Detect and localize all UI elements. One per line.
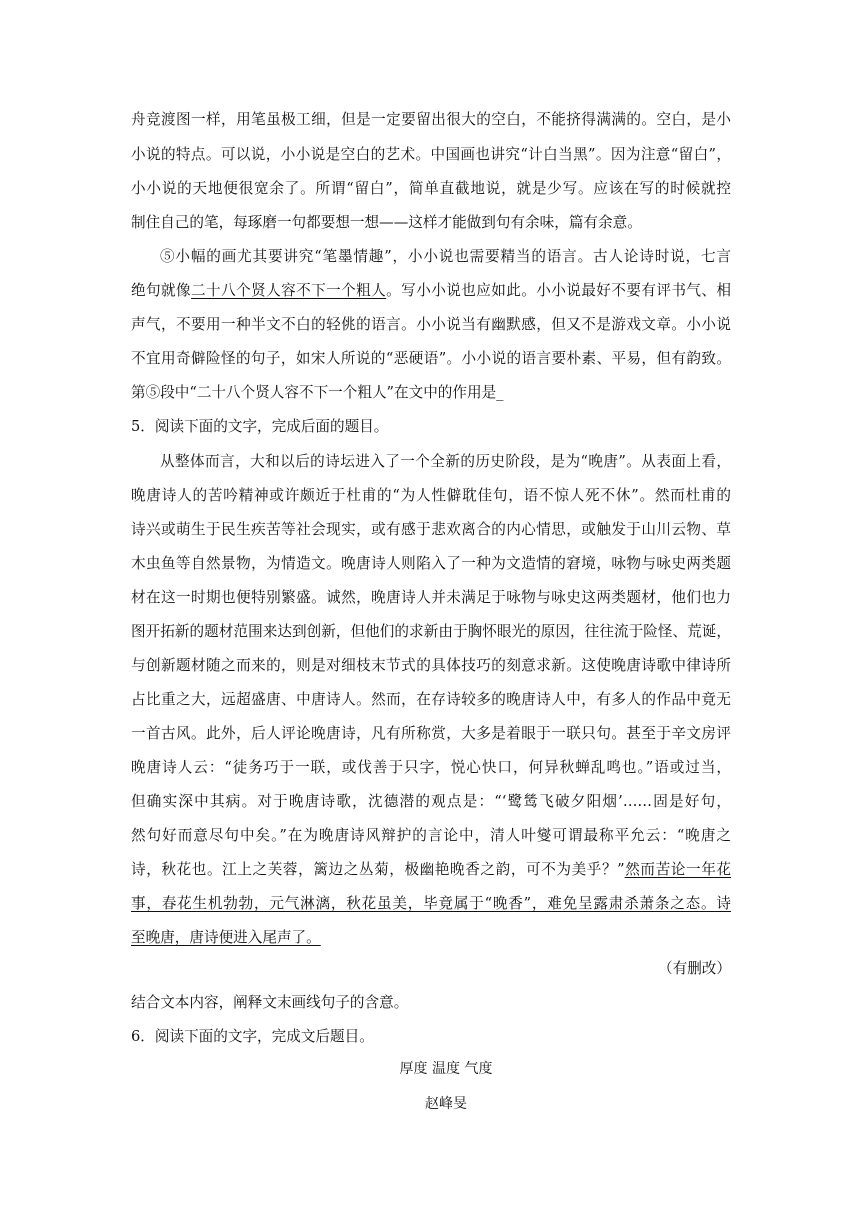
passage-line [131,927,731,949]
passage-line: 小说的特点。可以说，小小说是空白的艺术。中国画也讲究“计白当黑”。因为注意“留白”， [131,146,731,163]
text-span: 诗，秋花也。江上之芙蓉，篱边之丛菊，极幽艳晚香之韵，可不为美乎？” [131,861,625,878]
passage-line: 小小说的天地便很宽余了。所谓“留白”，简单直截地说，就是少写。应该在写的时候就控 [131,180,731,197]
underlined-sentence: 事，春花生机勃勃，元气淋漓，秋花虽美，毕竟属于“晚香”，难免呈露肃杀萧条之态。诗 [131,895,731,912]
text-span: 。写小小说也应如此。小小说最好不要有评书气、相 [386,282,731,299]
question-heading: 5．阅读下面的文字，完成后面的题目。 [131,418,389,435]
underlined-sentence: 至晚唐，唐诗便进入尾声了。 [131,929,321,946]
paragraph-5-line [131,280,731,302]
question-text: 结合文本内容，阐释文末画线句子的含意。 [131,994,409,1011]
underlined-phrase: 二十八个贤人容不下一个粗人 [191,282,387,299]
passage-line: 与创新题材随之而来的，则是对细枝末节式的具体技巧的刻意求新。这使晚唐诗歌中律诗所 [131,657,731,674]
paragraph-5-line: 声气，不要用一种半文不白的轻佻的语言。小小说当有幽默感，但又不是游戏文章。小小说 [131,316,731,333]
passage-line: 一首古风。此外，后人评论晚唐诗，凡有所称赏，大多是着眼于一联只句。甚至于辛文房评 [131,725,731,742]
paragraph-5-line: 不宜用奇僻险怪的句子，如宋人所说的“恶硬语”。小小说的语言要朴素、平易，但有韵致。 [131,350,731,367]
passage-line: 制住自己的笔，每琢磨一句都要想一想——这样才能做到句有余味，篇有余意。 [131,214,642,231]
paragraph-5-line: ⑤小幅的画尤其要讲究“笔墨情趣”，小小说也需要精当的语言。古人论诗时说，七言 [160,248,731,265]
passage-line: 然句好而意尽句中矣。”在为晚唐诗风辩护的言论中，清人叶燮可谓最称平允云：“晚唐之 [131,827,731,844]
passage-line: 但确实深中其病。对于晚唐诗歌，沈德潜的观点是：“‘鹭鸶飞破夕阳烟’……固是好句， [131,793,731,810]
article-author: 赵峰旻 [425,1096,467,1112]
passage-line: 占比重之大，远超盛唐、中唐诗人。然而，在存诗较多的晚唐诗人中，有多人的作品中竟无 [131,691,731,708]
question-heading: 6．阅读下面的文字，完成文后题目。 [131,1028,374,1045]
passage-line: 晚唐诗人的苦吟精神或许颇近于杜甫的“为人性僻耽佳句，语不惊人死不休”。然而杜甫的 [131,487,731,504]
passage-line [131,859,731,881]
passage-line: 图开拓新的题材范围来达到创新，但他们的求新由于胸怀眼光的原因，往往流于险怪、荒诞， [131,623,731,640]
passage-line: 木虫鱼等自然景物，为情造文。晚唐诗人则陷入了一种为文造情的窘境，咏物与咏史两类题 [131,555,731,572]
question-text: 第⑤段中“二十八个贤人容不下一个粗人”在文中的作用是_ [131,384,504,401]
passage-line: 诗兴或萌生于民生疾苦等社会现实，或有感于悲欢离合的内心情思，或触发于山川云物、草 [131,521,731,538]
underlined-sentence: 然而苦论一年花 [624,861,731,878]
edit-note: （有删改） [658,960,731,977]
passage-line: 材在这一时期也便特别繁盛。诚然，晚唐诗人并未满足于咏物与咏史这两类题材，他们也力 [131,589,731,606]
article-title: 厚度 温度 气度 [399,1061,493,1077]
passage-line: 舟竞渡图一样，用笔虽极工细，但是一定要留出很大的空白，不能挤得满满的。空白，是小 [131,111,731,128]
passage-line: 从整体而言，大和以后的诗坛进入了一个全新的历史阶段，是为“晚唐”。从表面上看， [160,453,731,470]
passage-line: 晚唐诗人云：“徒务巧于一联，或伐善于只字，悦心快口，何异秋蝉乱鸣也。”语或过当， [131,759,731,776]
text-span: 绝句就像 [131,282,192,299]
